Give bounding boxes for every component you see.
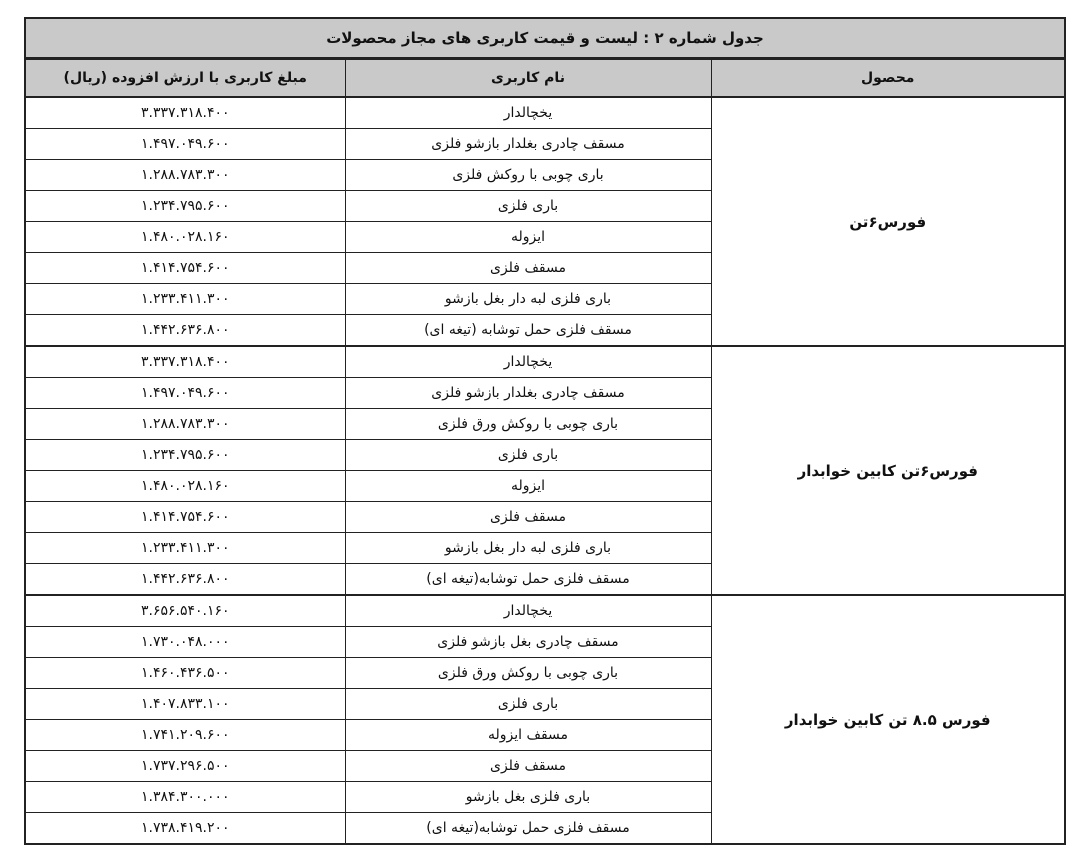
price-cell: ۱.۷۳۷.۲۹۶.۵۰۰ — [25, 751, 345, 782]
usage-cell: یخچالدار — [345, 595, 711, 627]
price-cell: ۱.۴۱۴.۷۵۴.۶۰۰ — [25, 253, 345, 284]
price-cell: ۱.۷۳۸.۴۱۹.۲۰۰ — [25, 813, 345, 845]
table-row — [25, 346, 1065, 378]
usage-cell: مسقف فلزی — [345, 751, 711, 782]
usage-cell: یخچالدار — [345, 97, 711, 129]
price-cell: ۱.۲۳۴.۷۹۵.۶۰۰ — [25, 440, 345, 471]
price-cell: ۳.۳۳۷.۳۱۸.۴۰۰ — [25, 97, 345, 129]
header-price: مبلغ کاربری با ارزش افزوده (ریال) — [25, 59, 345, 97]
product-cell: فورس۶تن کابین خوابدار — [711, 346, 1065, 595]
price-list-table — [24, 17, 1066, 845]
price-cell: ۳.۳۳۷.۳۱۸.۴۰۰ — [25, 346, 345, 378]
price-cell: ۱.۳۸۴.۳۰۰.۰۰۰ — [25, 782, 345, 813]
usage-cell: باری فلزی — [345, 689, 711, 720]
price-cell: ۱.۴۸۰.۰۲۸.۱۶۰ — [25, 471, 345, 502]
usage-cell: ایزوله — [345, 222, 711, 253]
usage-cell: باری فلزی لبه دار بغل بازشو — [345, 284, 711, 315]
price-cell: ۱.۴۴۲.۶۳۶.۸۰۰ — [25, 564, 345, 596]
price-cell: ۱.۲۸۸.۷۸۳.۳۰۰ — [25, 409, 345, 440]
price-cell: ۱.۴۶۰.۴۳۶.۵۰۰ — [25, 658, 345, 689]
usage-cell: مسقف فلزی — [345, 253, 711, 284]
usage-cell: مسقف فلزی حمل توشابه(تیغه ای) — [345, 813, 711, 845]
usage-cell: باری چوبی با روکش فلزی — [345, 160, 711, 191]
product-cell: فورس ۸.۵ تن کابین خوابدار — [711, 595, 1065, 844]
price-cell: ۱.۲۳۴.۷۹۵.۶۰۰ — [25, 191, 345, 222]
price-cell: ۱.۴۰۷.۸۳۳.۱۰۰ — [25, 689, 345, 720]
price-cell: ۱.۴۸۰.۰۲۸.۱۶۰ — [25, 222, 345, 253]
usage-cell: ایزوله — [345, 471, 711, 502]
usage-cell: مسقف فلزی حمل توشابه (تیغه ای) — [345, 315, 711, 347]
price-cell: ۱.۴۴۲.۶۳۶.۸۰۰ — [25, 315, 345, 347]
usage-cell: باری فلزی — [345, 440, 711, 471]
header-row — [25, 59, 1065, 97]
usage-cell: مسقف فلزی حمل توشابه(تیغه ای) — [345, 564, 711, 596]
usage-cell: مسقف ایزوله — [345, 720, 711, 751]
usage-cell: باری چوبی با روکش ورق فلزی — [345, 409, 711, 440]
product-cell: فورس۶تن — [711, 97, 1065, 346]
usage-cell: باری فلزی لبه دار بغل بازشو — [345, 533, 711, 564]
usage-cell: باری فلزی بغل بازشو — [345, 782, 711, 813]
usage-cell: مسقف فلزی — [345, 502, 711, 533]
usage-cell: مسقف چادری بغلدار بازشو فلزی — [345, 129, 711, 160]
price-cell: ۱.۲۳۳.۴۱۱.۳۰۰ — [25, 533, 345, 564]
table-body — [25, 97, 1065, 844]
usage-cell: مسقف چادری بغلدار بازشو فلزی — [345, 378, 711, 409]
price-cell: ۱.۴۱۴.۷۵۴.۶۰۰ — [25, 502, 345, 533]
price-cell: ۱.۴۹۷.۰۴۹.۶۰۰ — [25, 378, 345, 409]
table-row — [25, 595, 1065, 627]
price-cell: ۱.۴۹۷.۰۴۹.۶۰۰ — [25, 129, 345, 160]
usage-cell: باری چوبی با روکش ورق فلزی — [345, 658, 711, 689]
usage-cell: مسقف چادری بغل بازشو فلزی — [345, 627, 711, 658]
header-usage: نام کاربری — [345, 59, 711, 97]
price-cell: ۱.۷۴۱.۲۰۹.۶۰۰ — [25, 720, 345, 751]
price-cell: ۳.۶۵۶.۵۴۰.۱۶۰ — [25, 595, 345, 627]
header-product: محصول — [711, 59, 1065, 97]
price-cell: ۱.۲۳۳.۴۱۱.۳۰۰ — [25, 284, 345, 315]
price-cell: ۱.۲۸۸.۷۸۳.۳۰۰ — [25, 160, 345, 191]
table-title: جدول شماره ۲ : لیست و قیمت کاربری های مجاز محصولات — [24, 17, 1066, 58]
price-cell: ۱.۷۳۰.۰۴۸.۰۰۰ — [25, 627, 345, 658]
table-row — [25, 97, 1065, 129]
usage-cell: باری فلزی — [345, 191, 711, 222]
usage-cell: یخچالدار — [345, 346, 711, 378]
